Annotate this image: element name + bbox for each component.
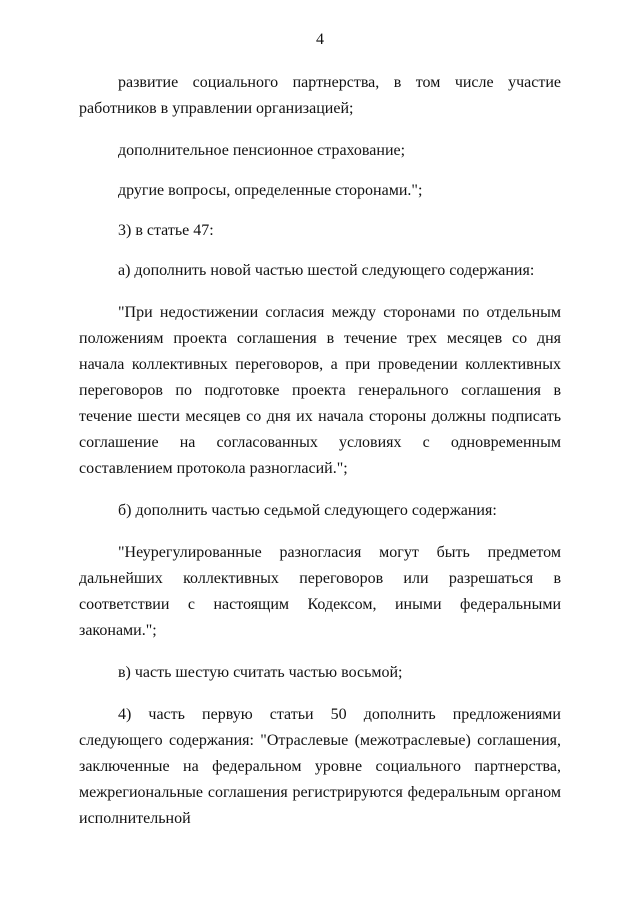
paragraph-article-50: 4) часть первую статьи 50 дополнить предложениями следующего содержания: "Отраслевые (межотраслевые) соглашения, заключенные на федеральном уровне социального партнерства, межрегиональные соглашения регистрируются федеральным органом исполнительной: [79, 706, 561, 827]
paragraph-item-b: б) дополнить частью седьмой следующего содержания:: [118, 502, 497, 519]
paragraph-social-partnership: развитие социального партнерства, в том числе участие работников в управлении организацией;: [79, 74, 561, 117]
page-number: 4: [316, 31, 324, 48]
paragraph-pension-insurance: дополнительное пенсионное страхование;: [118, 142, 406, 159]
paragraph-article-47: 3) в статье 47:: [118, 222, 214, 239]
paragraph-item-a: а) дополнить новой частью шестой следующего содержания:: [118, 262, 535, 279]
document-body: [79, 70, 561, 832]
paragraph-quote-disagreement: "При недостижении согласия между сторонами по отдельным положениям проекта соглашения в течение трех месяцев со дня начала коллективных переговоров, а при проведении коллективных переговоров по подготовке проекта генерального соглашения в течение шести месяцев со дня их начала стороны должны подписать соглашение на согласованных условиях с одновременным составлением протокола разногласий.";: [79, 304, 561, 477]
paragraph-other-questions: другие вопросы, определенные сторонами.";: [118, 182, 423, 199]
paragraph-item-v: в) часть шестую считать частью восьмой;: [118, 664, 403, 681]
paragraph-quote-unresolved: "Неурегулированные разногласия могут быть предметом дальнейших коллективных переговоров или разрешаться в соответствии с настоящим Кодексом, иными федеральными законами.";: [79, 544, 561, 639]
